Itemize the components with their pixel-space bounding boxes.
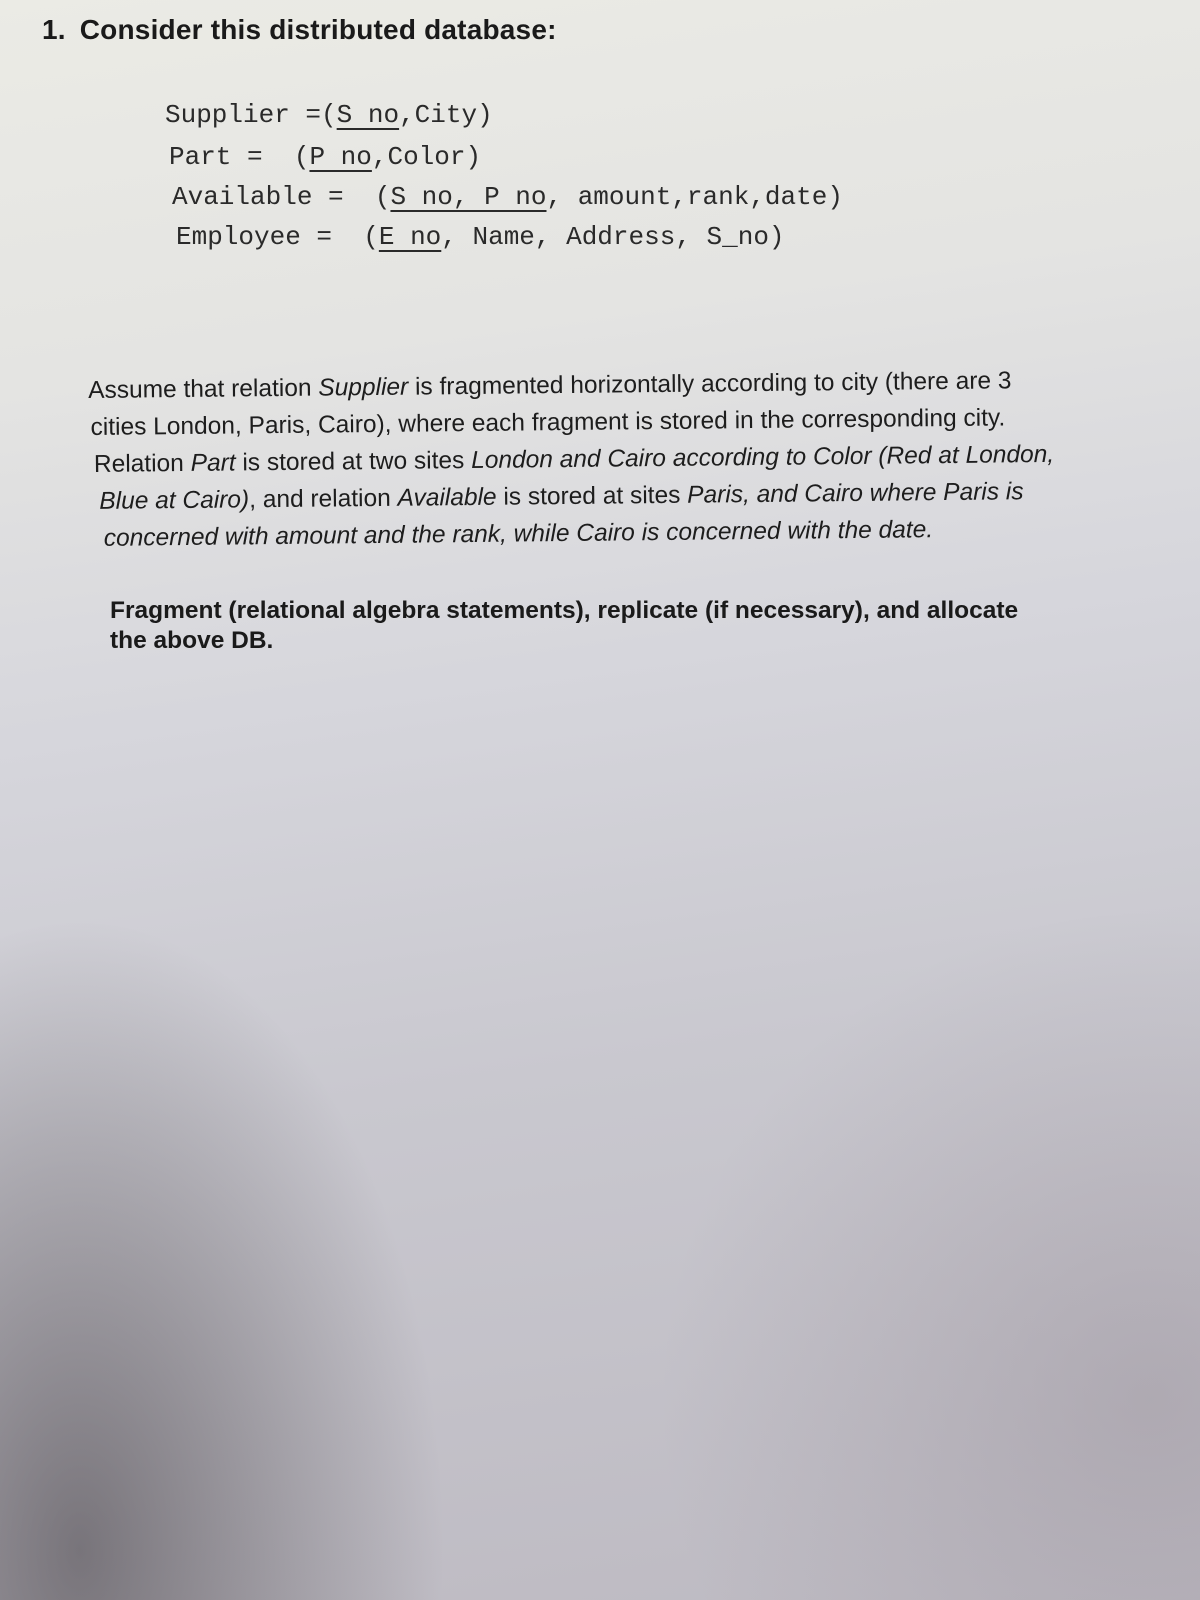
- primary-key: S no: [336, 100, 400, 130]
- text-run: is stored at sites: [496, 481, 688, 511]
- italic-run: concerned with amount and the rank, while Cairo is concerned with the date.: [103, 516, 934, 552]
- equals-sign: =: [231, 142, 294, 172]
- description-line: cities London, Paris, Cairo), where each fragment is stored in the corresponding city.: [90, 404, 1006, 441]
- equals-sign: =: [300, 222, 364, 252]
- primary-key: E no: [378, 222, 442, 252]
- text-run: Relation: [93, 449, 191, 478]
- relation-name: Employee: [176, 222, 301, 252]
- question-number: 1.: [42, 14, 66, 45]
- schema-part: [169, 142, 481, 172]
- italic-run: London and Cairo according to Color (Red at London,: [471, 440, 1055, 474]
- open-paren: (: [293, 142, 310, 172]
- schema-available: [172, 182, 843, 212]
- relation-attributes: ,Color): [371, 142, 482, 172]
- open-paren: (: [321, 100, 337, 130]
- open-paren: (: [374, 182, 391, 212]
- italic-run: Paris, and Cairo where Paris is: [687, 478, 1024, 509]
- text-run: Assume that relation: [88, 374, 319, 404]
- task-line: the above DB.: [110, 627, 274, 654]
- primary-key: S no, P no: [390, 182, 547, 212]
- relation-attributes: ,City): [399, 100, 493, 130]
- task-line: Fragment (relational algebra statements), replicate (if necessary), and allocate: [110, 597, 1019, 624]
- problem-description: [88, 360, 1190, 557]
- italic-run: Blue at Cairo): [99, 486, 250, 515]
- schema-supplier: [165, 100, 493, 130]
- relation-attributes: , amount,rank,date): [546, 182, 843, 212]
- relation-name: Part: [169, 142, 232, 172]
- relation-name-italic: Supplier: [318, 373, 409, 402]
- relation-name-italic: Part: [190, 449, 236, 477]
- equals-sign: =: [312, 182, 375, 212]
- question-heading: [42, 14, 557, 46]
- relation-name: Supplier: [165, 100, 290, 130]
- text-run: is stored at two sites: [235, 446, 472, 477]
- question-title: Consider this distributed database:: [79, 14, 557, 45]
- relation-name: Available: [172, 182, 313, 212]
- schema-employee: [176, 222, 785, 252]
- open-paren: (: [363, 222, 379, 252]
- text-run: , and relation: [249, 484, 398, 514]
- task-instruction: [110, 596, 1170, 656]
- primary-key: P no: [309, 142, 372, 172]
- equals-sign: =: [289, 100, 322, 130]
- text-run: is fragmented horizontally according to city (there are 3: [408, 367, 1012, 401]
- relation-attributes: , Name, Address, S_no): [441, 222, 785, 252]
- relation-name-italic: Available: [397, 483, 497, 512]
